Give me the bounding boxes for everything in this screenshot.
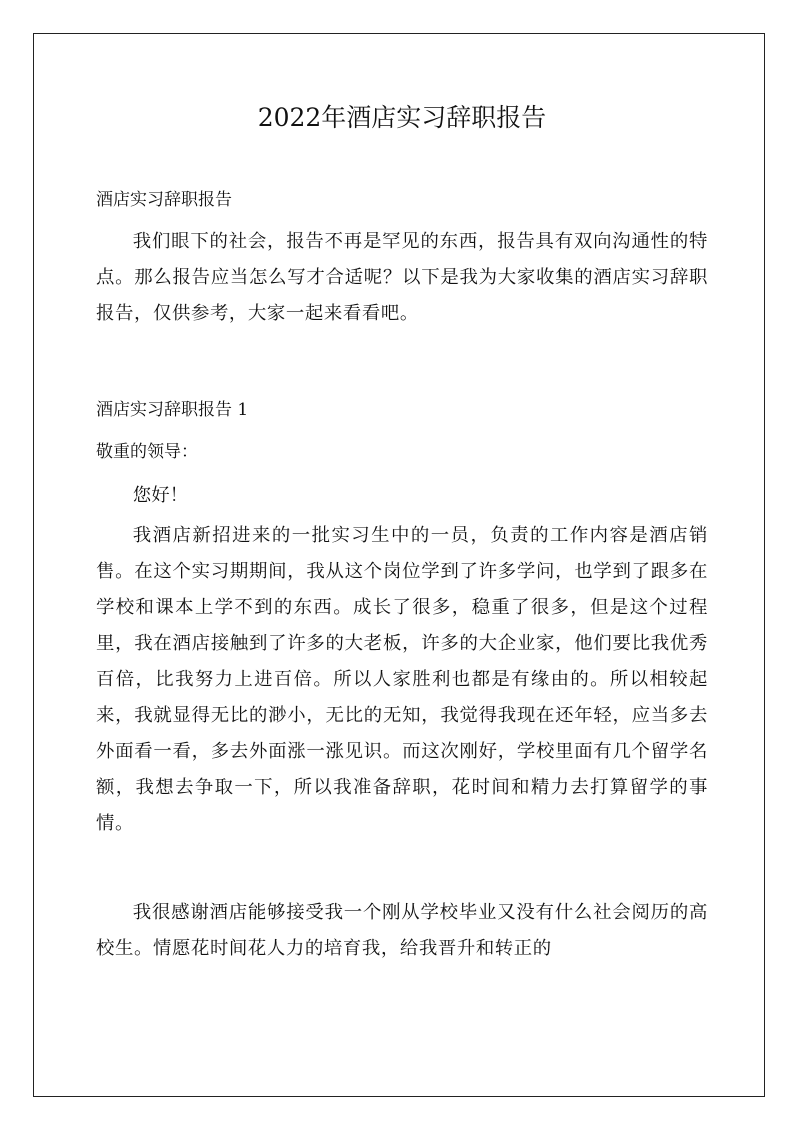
subheading: 酒店实习辞职报告 [96,190,232,210]
intro-paragraph: 我们眼下的社会，报告不再是罕见的东西，报告具有双向沟通性的特点。那么报告应当怎么写才合适呢？以下是我为大家收集的酒店实习辞职报告，仅供参考，大家一起来看看吧。 [96,231,708,324]
body-paragraph-2: 我很感谢酒店能够接受我一个刚从学校毕业又没有什么社会阅历的高校生。情愿花时间花人力的培育我，给我晋升和转正的 [96,902,708,959]
body-paragraph-1: 我酒店新招进来的一批实习生中的一员，负责的工作内容是酒店销售。在这个实习期期间，我从这个岗位学到了许多学问，也学到了跟多在学校和课本上学不到的东西。成长了很多，稳重了很多，但是这个过程里，我在酒店接触到了许多的大老板，许多的大企业家，他们要比我优秀百倍，比我努力上进百倍。所以人家胜利也都是有缘由的。所以相较起来，我就显得无比的渺小，无比的无知，我觉得我现在还年轻，应当多去外面看一看，多去外面涨一涨见识。而这次刚好，学校里面有几个留学名额，我想去争取一下，所以我准备辞职，花时间和精力去打算留学的事情。 [96,525,708,834]
greeting: 您好！ [132,485,188,506]
document-title: 2022年酒店实习辞职报告 [257,103,547,132]
section-title: 酒店实习辞职报告 1 [96,400,249,420]
salutation: 敬重的领导： [96,442,198,462]
